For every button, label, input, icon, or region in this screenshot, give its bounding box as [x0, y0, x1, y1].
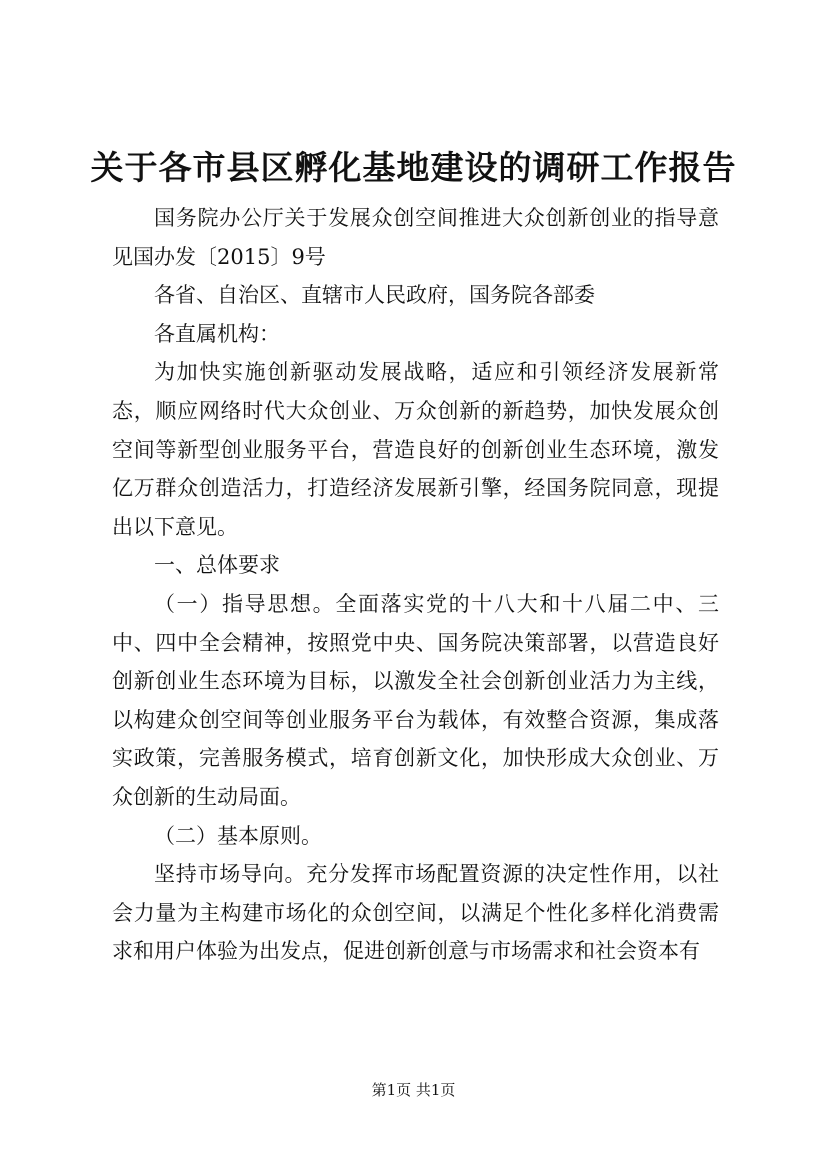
subsection-heading: （二）基本原则。: [154, 823, 322, 848]
paragraph-addressee-cont: 各直属机构：: [154, 321, 280, 346]
paragraph-market-orientation: 坚持市场导向。充分发挥市场配置资源的决定性作用，以社会力量为主构建市场化的众创空间，以满足个性化多样化消费需求和用户体验为出发点，促进创新创意与市场需求和社会资本有: [112, 862, 719, 964]
paragraph-reference: 国务院办公厅关于发展众创空间推进大众创新创业的指导意见国办发〔2015〕9号: [112, 206, 719, 269]
paragraph-guiding-thought: （一）指导思想。全面落实党的十八大和十八届二中、三中、四中全会精神，按照党中央、国务院决策部署，以营造良好创新创业生态环境为目标，以激发全社会创新创业活力为主线，以构建众创空间等创业服务平台为载体，有效整合资源，集成落实政策，完善服务模式，培育创新文化，加快形成大众创业、万众创新的生动局面。: [112, 591, 719, 809]
document-body: [112, 199, 719, 971]
section-heading: 一、总体要求: [154, 553, 280, 578]
document-title: 关于各市县区孵化基地建设的调研工作报告: [90, 148, 737, 187]
page-footer: 第1页 共1页: [371, 1081, 456, 1099]
paragraph-intro: 为加快实施创新驱动发展战略，适应和引领经济发展新常态，顺应网络时代大众创业、万众创新的新趋势，加快发展众创空间等新型创业服务平台，营造良好的创新创业生态环境，激发亿万群众创造活力，打造经济发展新引擎，经国务院同意，现提出以下意见。: [112, 360, 719, 539]
paragraph-addressee: 各省、自治区、直辖市人民政府，国务院各部委: [154, 283, 595, 308]
